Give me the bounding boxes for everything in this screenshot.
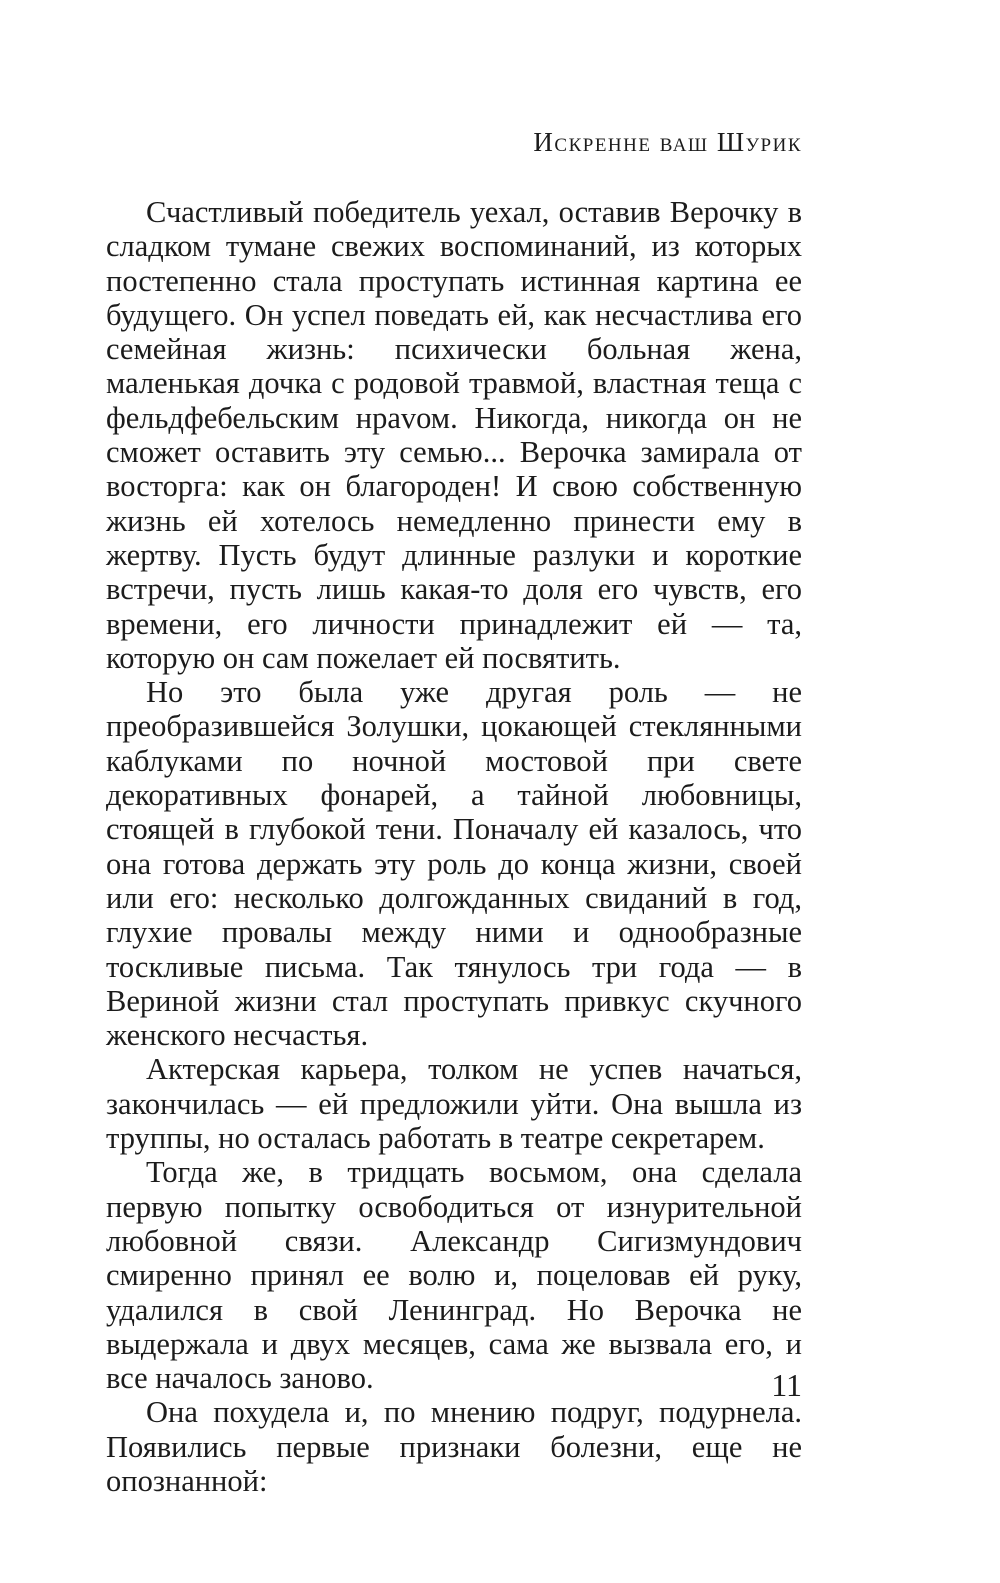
- page-number: 11: [771, 1367, 802, 1403]
- paragraph: Тогда же, в тридцать восьмом, она сделала первую попытку освободиться от изнурительной любовной связи. Александр Сигизмундович смиренно принял ее волю и, поцеловав ей руку, удалился в свой Ленинград. Но Верочка не выдержала и двух месяцев, сама же вызвала его, и все началось заново.: [106, 1155, 802, 1396]
- running-head: Искренне ваш Шурик: [533, 127, 802, 157]
- paragraph: Но это была уже другая роль — не преобразившейся Золушки, цокающей стеклянными каблуками по ночной мостовой при свете декоративных фонарей, а тайной любовницы, стоящей в глубокой тени. Поначалу ей казалось, что она готова держать эту роль до конца жизни, своей или его: несколько долгожданных свиданий в год, глухие провалы между ними и однообразные тоскливые письма. Так тянулось три года — в Вериной жизни стал проступать привкус скучного женского несчастья.: [106, 675, 802, 1053]
- body-text: [106, 195, 802, 1498]
- paragraph: Актерская карьера, толком не успев начаться, закончилась — ей предложили уйти. Она вышла из труппы, но осталась работать в театре секретарем.: [106, 1052, 802, 1156]
- paragraph: Она похудела и, по мнению подруг, подурнела. Появились первые признаки болезни, еще не опознанной:: [106, 1395, 802, 1498]
- paragraph: Счастливый победитель уехал, оставив Верочку в сладком тумане свежих воспоминаний, из которых постепенно стала проступать истинная картина ее будущего. Он успел поведать ей, как несчастлива его семейная жизнь: психически больная жена, маленькая дочка с родовой травмой, властная теща с фельдфебельским нраvом. Никогда, никогда он не сможет оставить эту семью... Верочка замирала от восторга: как он благороден! И свою собственную жизнь ей хотелось немедленно принести ему в жертву. Пусть будут длинные разлуки и короткие встречи, пусть лишь какая-то доля его чувств, его времени, его личности принадлежит ей — та, которую он сам пожелает ей посвятить.: [106, 195, 802, 675]
